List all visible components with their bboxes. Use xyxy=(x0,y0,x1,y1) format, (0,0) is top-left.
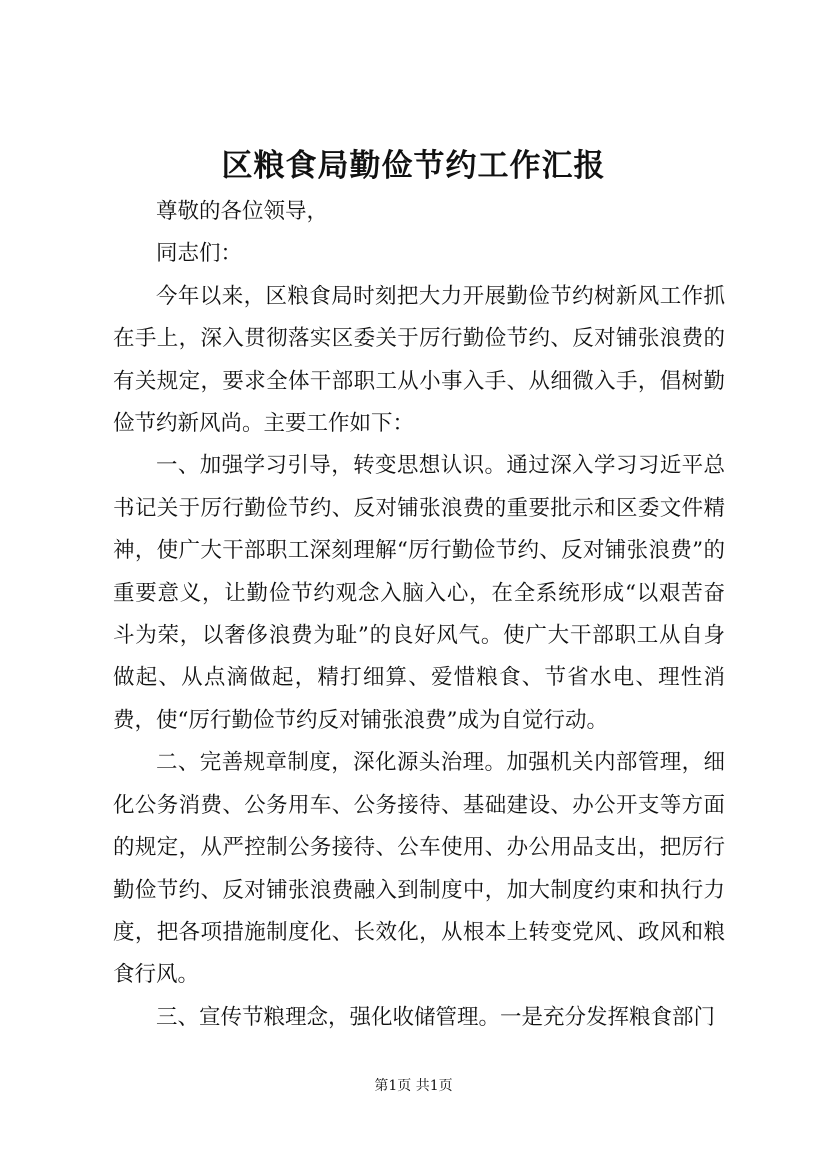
page-footer: 第1页 共1页 xyxy=(374,1078,453,1094)
paragraph-section-3: 三、宣传节粮理念，强化收储管理。一是充分发挥粮食部门 xyxy=(156,1004,716,1030)
document-body xyxy=(113,191,725,1039)
paragraph-section-2: 二、完善规章制度，深化源头治理。加强机关内部管理，细化公务消费、公务用车、公务接待、基础建设、办公开支等方面的规定，从严控制公务接待、公车使用、办公用品支出，把厉行勤俭节约、反对铺张浪费融入到制度中，加大制度约束和执行力度，把各项措施制度化、长效化，从根本上转变党风、政风和粮食行风。 xyxy=(113,750,725,988)
paragraph-section-1: 一、加强学习引导，转变思想认识。通过深入学习习近平总书记关于厉行勤俭节约、反对铺张浪费的重要批示和区委文件精神，使广大干部职工深刻理解“厉行勤俭节约、反对铺张浪费”的重要意义，让勤俭节约观念入脑入心，在全系统形成“以艰苦奋斗为荣，以奢侈浪费为耻”的良好风气。使广大干部职工从自身做起、从点滴做起，精打细算、爱惜粮食、节省水电、理性消费，使“厉行勤俭节约反对铺张浪费”成为自觉行动。 xyxy=(113,453,725,733)
paragraph-intro: 今年以来，区粮食局时刻把大力开展勤俭节约树新风工作抓在手上，深入贯彻落实区委关于厉行勤俭节约、反对铺张浪费的有关规定，要求全体干部职工从小事入手、从细微入手，倡树勤俭节约新风尚。主要工作如下： xyxy=(113,283,725,437)
document-title: 区粮食局勤俭节约工作汇报 xyxy=(221,148,606,184)
salutation-leaders: 尊敬的各位领导， xyxy=(156,199,329,224)
salutation-comrades: 同志们： xyxy=(156,241,243,267)
